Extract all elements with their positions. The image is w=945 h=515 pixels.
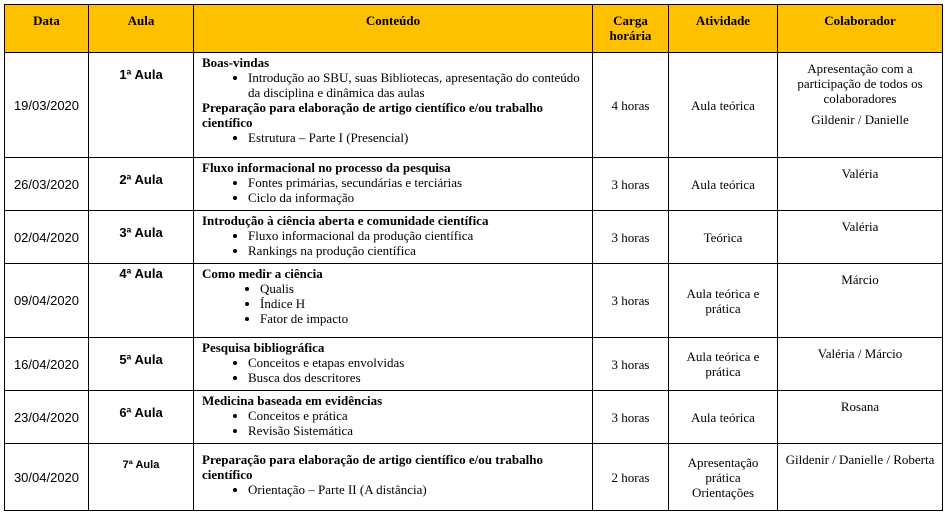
date-cell: 19/03/2020 [5,53,89,158]
content-list [202,482,588,497]
aula-cell: 7ª Aula [89,444,194,511]
table-row [5,53,943,158]
content-title: Fluxo informacional no processo da pesquisa [202,160,451,175]
content-list [202,70,588,100]
colaborador-cell [778,264,943,338]
carga-cell: 3 horas [593,158,669,211]
header-carga: Carga horária [593,5,669,53]
content-list [202,355,588,385]
list-item: • Fontes primárias, secundárias e terciárias [248,175,588,190]
aula-cell: 2ª Aula [89,158,194,211]
list-item: • Índice H [260,296,588,311]
date-cell: 16/04/2020 [5,338,89,391]
colaborador-cell [778,444,943,511]
header-colaborador: Colaborador [778,5,943,53]
content-cell [194,53,593,158]
atividade-cell: Aula teórica [669,53,778,158]
list-item: • Conceitos e prática [248,408,588,423]
carga-cell: 3 horas [593,211,669,264]
table-row [5,158,943,211]
content-list [202,130,588,145]
content-list [202,408,588,438]
carga-cell: 3 horas [593,338,669,391]
date-cell: 23/04/2020 [5,391,89,444]
list-item: • Conceitos e etapas envolvidas [248,355,588,370]
table-row [5,391,943,444]
content-cell [194,338,593,391]
header-row [5,5,943,53]
atividade-cell: Aula teórica e prática [669,338,778,391]
list-item: • Fluxo informacional da produção científica [248,228,588,243]
content-cell [194,264,593,338]
list-item: • Rankings na produção científica [248,243,588,258]
atividade-cell: Aula teórica e prática [669,264,778,338]
header-data: Data [5,5,89,53]
aula-cell: 5ª Aula [89,338,194,391]
carga-cell: 2 horas [593,444,669,511]
content-title: Pesquisa bibliográfica [202,340,325,355]
carga-cell: 3 horas [593,264,669,338]
colaborador-text: Márcio [841,272,879,287]
colaborador-text: Valéria [841,166,879,181]
colaborador-text: Valéria / Márcio [817,346,903,361]
colaborador-cell [778,53,943,158]
header-conteudo: Conteúdo [194,5,593,53]
content-list [202,281,588,326]
colaborador-cell [778,211,943,264]
colaborador-text: Valéria [841,219,879,234]
date-cell: 02/04/2020 [5,211,89,264]
header-aula: Aula [89,5,194,53]
table-row [5,338,943,391]
date-cell: 26/03/2020 [5,158,89,211]
list-item: • Fator de impacto [260,311,588,326]
list-item: • Qualis [260,281,588,296]
atividade-cell: Aula teórica [669,391,778,444]
content-title: Como medir a ciência [202,266,323,281]
colaborador-text: Apresentação com a participação de todos os colaboradores [797,61,923,106]
aula-cell: 1ª Aula [89,53,194,158]
aula-cell: 3ª Aula [89,211,194,264]
list-item: • Introdução ao SBU, suas Bibliotecas, apresentação do conteúdo da disciplina e dinâmica das aulas [248,70,588,100]
colaborador-cell [778,391,943,444]
colaborador-cell [778,338,943,391]
content-title: Medicina baseada em evidências [202,393,383,408]
atividade-cell: Teórica [669,211,778,264]
carga-cell: 4 horas [593,53,669,158]
colaborador-text: Gildenir / Danielle / Roberta [785,452,935,467]
colaborador-text: Gildenir / Danielle [811,112,909,127]
carga-cell: 3 horas [593,391,669,444]
table-row [5,444,943,511]
content-title: Introdução à ciência aberta e comunidade científica [202,213,489,228]
content-title: Preparação para elaboração de artigo científico e/ou trabalho científico [202,452,543,482]
content-cell [194,211,593,264]
list-item: • Busca dos descritores [248,370,588,385]
list-item: • Estrutura – Parte I (Presencial) [248,130,588,145]
content-cell [194,158,593,211]
list-item: • Orientação – Parte II (A distância) [248,482,588,497]
aula-cell: 4ª Aula [89,264,194,338]
table-row [5,264,943,338]
content-cell [194,444,593,511]
content-list [202,228,588,258]
content-cell [194,391,593,444]
list-item: • Ciclo da informação [248,190,588,205]
atividade-cell: Apresentação prática Orientações [669,444,778,511]
schedule-table [4,4,943,511]
header-atividade: Atividade [669,5,778,53]
atividade-cell: Aula teórica [669,158,778,211]
aula-cell: 6ª Aula [89,391,194,444]
table-row [5,211,943,264]
content-title: Preparação para elaboração de artigo científico e/ou trabalho científico [202,100,543,130]
date-cell: 30/04/2020 [5,444,89,511]
content-title: Boas-vindas [202,55,270,70]
content-list [202,175,588,205]
colaborador-text: Rosana [840,399,880,414]
list-item: • Revisão Sistemática [248,423,588,438]
date-cell: 09/04/2020 [5,264,89,338]
colaborador-cell [778,158,943,211]
